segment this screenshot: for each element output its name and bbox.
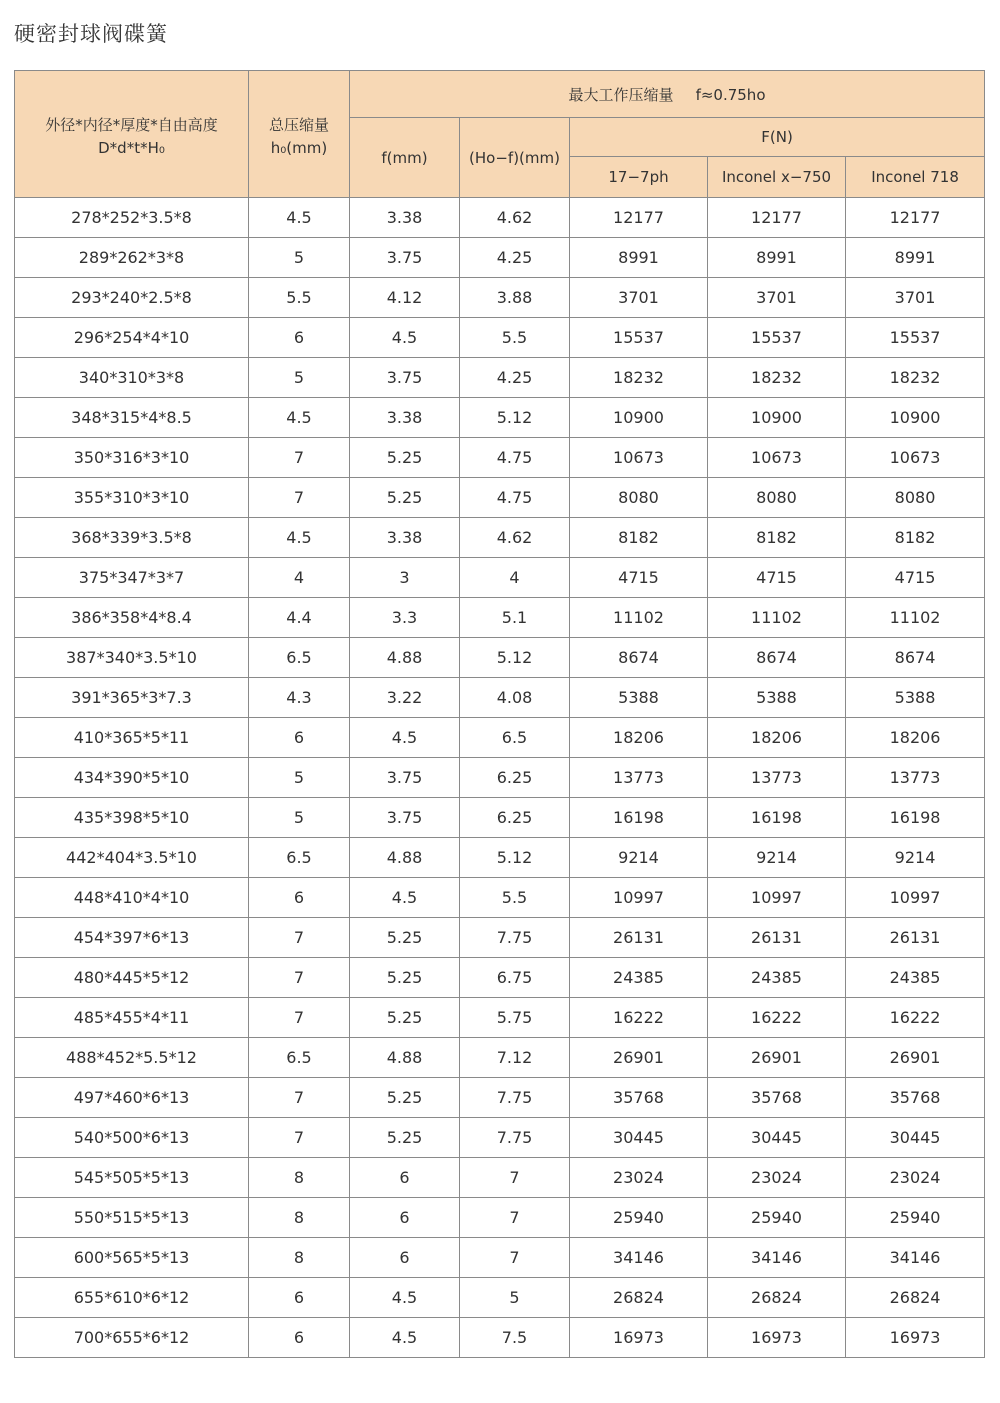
- cell-force-inconel-x750: 26824: [708, 1278, 846, 1318]
- header-max-work-formula: f≈0.75ho: [695, 85, 766, 104]
- table-row: [15, 838, 985, 878]
- cell-force-17-7ph: 30445: [570, 1118, 708, 1158]
- cell-ho-minus-f: 4.25: [460, 238, 570, 278]
- cell-dimensions: 448*410*4*10: [15, 878, 249, 918]
- header-max-work-label: 最大工作压缩量: [568, 85, 674, 104]
- cell-ho-minus-f: 4.62: [460, 198, 570, 238]
- cell-ho-minus-f: 5.1: [460, 598, 570, 638]
- cell-dimensions: 454*397*6*13: [15, 918, 249, 958]
- cell-f-mm: 3.75: [350, 358, 460, 398]
- cell-total-compression: 6.5: [249, 838, 350, 878]
- cell-dimensions: 355*310*3*10: [15, 478, 249, 518]
- header-dimensions: [15, 71, 249, 198]
- table-row: [15, 1118, 985, 1158]
- table-row: [15, 1038, 985, 1078]
- table-row: [15, 518, 985, 558]
- cell-total-compression: 4.5: [249, 518, 350, 558]
- cell-force-17-7ph: 8182: [570, 518, 708, 558]
- cell-total-compression: 5: [249, 238, 350, 278]
- cell-ho-minus-f: 5.5: [460, 878, 570, 918]
- table-row: [15, 678, 985, 718]
- cell-dimensions: 296*254*4*10: [15, 318, 249, 358]
- cell-f-mm: 6: [350, 1238, 460, 1278]
- cell-force-inconel-718: 4715: [846, 558, 985, 598]
- cell-total-compression: 6.5: [249, 1038, 350, 1078]
- cell-total-compression: 6: [249, 718, 350, 758]
- header-ho-minus-f: (Ho−f)(mm): [460, 118, 570, 198]
- cell-ho-minus-f: 5.75: [460, 998, 570, 1038]
- spring-spec-table: [14, 70, 985, 1358]
- cell-force-inconel-x750: 8080: [708, 478, 846, 518]
- cell-dimensions: 368*339*3.5*8: [15, 518, 249, 558]
- cell-total-compression: 7: [249, 478, 350, 518]
- cell-total-compression: 4.4: [249, 598, 350, 638]
- cell-total-compression: 8: [249, 1158, 350, 1198]
- cell-force-inconel-x750: 26901: [708, 1038, 846, 1078]
- cell-f-mm: 5.25: [350, 918, 460, 958]
- cell-ho-minus-f: 5.5: [460, 318, 570, 358]
- cell-force-17-7ph: 10997: [570, 878, 708, 918]
- cell-force-inconel-x750: 16222: [708, 998, 846, 1038]
- cell-ho-minus-f: 4.08: [460, 678, 570, 718]
- cell-total-compression: 6.5: [249, 638, 350, 678]
- cell-dimensions: 497*460*6*13: [15, 1078, 249, 1118]
- cell-dimensions: 350*316*3*10: [15, 438, 249, 478]
- cell-force-inconel-718: 16198: [846, 798, 985, 838]
- cell-total-compression: 5: [249, 358, 350, 398]
- cell-dimensions: 435*398*5*10: [15, 798, 249, 838]
- header-total-compression: [249, 71, 350, 198]
- header-material-17-7ph: 17−7ph: [570, 157, 708, 198]
- cell-ho-minus-f: 4.75: [460, 478, 570, 518]
- cell-ho-minus-f: 7.12: [460, 1038, 570, 1078]
- cell-ho-minus-f: 6.25: [460, 758, 570, 798]
- cell-dimensions: 410*365*5*11: [15, 718, 249, 758]
- table-row: [15, 278, 985, 318]
- cell-force-inconel-718: 16222: [846, 998, 985, 1038]
- header-dimensions-line1: 外径*内径*厚度*自由高度: [45, 115, 218, 134]
- cell-f-mm: 5.25: [350, 998, 460, 1038]
- cell-f-mm: 4.88: [350, 638, 460, 678]
- cell-force-inconel-718: 26131: [846, 918, 985, 958]
- cell-force-inconel-718: 9214: [846, 838, 985, 878]
- cell-dimensions: 375*347*3*7: [15, 558, 249, 598]
- cell-total-compression: 6: [249, 1278, 350, 1318]
- cell-force-17-7ph: 24385: [570, 958, 708, 998]
- cell-force-inconel-x750: 13773: [708, 758, 846, 798]
- cell-total-compression: 5: [249, 798, 350, 838]
- cell-force-inconel-x750: 16973: [708, 1318, 846, 1358]
- cell-force-inconel-718: 10997: [846, 878, 985, 918]
- cell-total-compression: 4.3: [249, 678, 350, 718]
- cell-dimensions: 278*252*3.5*8: [15, 198, 249, 238]
- cell-force-inconel-x750: 25940: [708, 1198, 846, 1238]
- cell-force-17-7ph: 8991: [570, 238, 708, 278]
- cell-force-inconel-718: 13773: [846, 758, 985, 798]
- cell-force-inconel-718: 8674: [846, 638, 985, 678]
- cell-total-compression: 5.5: [249, 278, 350, 318]
- cell-force-17-7ph: 26901: [570, 1038, 708, 1078]
- cell-ho-minus-f: 5: [460, 1278, 570, 1318]
- cell-force-inconel-718: 3701: [846, 278, 985, 318]
- cell-force-inconel-x750: 24385: [708, 958, 846, 998]
- table-row: [15, 1238, 985, 1278]
- cell-ho-minus-f: 4.75: [460, 438, 570, 478]
- cell-force-inconel-718: 23024: [846, 1158, 985, 1198]
- cell-force-17-7ph: 16973: [570, 1318, 708, 1358]
- cell-force-inconel-718: 8182: [846, 518, 985, 558]
- cell-force-inconel-x750: 12177: [708, 198, 846, 238]
- header-dimensions-line2: D*d*t*H₀: [98, 138, 165, 157]
- cell-ho-minus-f: 3.88: [460, 278, 570, 318]
- cell-total-compression: 7: [249, 998, 350, 1038]
- table-row: [15, 878, 985, 918]
- cell-force-inconel-x750: 34146: [708, 1238, 846, 1278]
- cell-ho-minus-f: 4.25: [460, 358, 570, 398]
- cell-dimensions: 485*455*4*11: [15, 998, 249, 1038]
- cell-force-inconel-718: 8991: [846, 238, 985, 278]
- cell-f-mm: 3.22: [350, 678, 460, 718]
- cell-total-compression: 4.5: [249, 198, 350, 238]
- cell-dimensions: 442*404*3.5*10: [15, 838, 249, 878]
- cell-force-inconel-718: 8080: [846, 478, 985, 518]
- cell-force-17-7ph: 5388: [570, 678, 708, 718]
- cell-f-mm: 4.88: [350, 838, 460, 878]
- cell-force-inconel-718: 34146: [846, 1238, 985, 1278]
- cell-force-17-7ph: 11102: [570, 598, 708, 638]
- cell-dimensions: 488*452*5.5*12: [15, 1038, 249, 1078]
- table-row: [15, 598, 985, 638]
- cell-force-inconel-x750: 10900: [708, 398, 846, 438]
- cell-force-inconel-718: 18206: [846, 718, 985, 758]
- cell-ho-minus-f: 7.75: [460, 1118, 570, 1158]
- cell-dimensions: 348*315*4*8.5: [15, 398, 249, 438]
- cell-force-17-7ph: 8674: [570, 638, 708, 678]
- cell-f-mm: 3.38: [350, 198, 460, 238]
- cell-force-inconel-718: 15537: [846, 318, 985, 358]
- cell-force-17-7ph: 35768: [570, 1078, 708, 1118]
- cell-force-inconel-718: 25940: [846, 1198, 985, 1238]
- cell-ho-minus-f: 7.5: [460, 1318, 570, 1358]
- cell-force-17-7ph: 4715: [570, 558, 708, 598]
- cell-dimensions: 386*358*4*8.4: [15, 598, 249, 638]
- cell-f-mm: 5.25: [350, 478, 460, 518]
- cell-total-compression: 4.5: [249, 398, 350, 438]
- table-row: [15, 798, 985, 838]
- cell-force-17-7ph: 26131: [570, 918, 708, 958]
- cell-f-mm: 5.25: [350, 1078, 460, 1118]
- cell-force-inconel-x750: 8674: [708, 638, 846, 678]
- cell-f-mm: 3.3: [350, 598, 460, 638]
- cell-total-compression: 5: [249, 758, 350, 798]
- table-row: [15, 638, 985, 678]
- table-row: [15, 358, 985, 398]
- cell-f-mm: 4.5: [350, 318, 460, 358]
- cell-f-mm: 6: [350, 1198, 460, 1238]
- cell-f-mm: 3.38: [350, 518, 460, 558]
- table-row: [15, 558, 985, 598]
- cell-force-inconel-x750: 16198: [708, 798, 846, 838]
- cell-force-inconel-718: 24385: [846, 958, 985, 998]
- cell-ho-minus-f: 7: [460, 1238, 570, 1278]
- cell-force-inconel-x750: 10997: [708, 878, 846, 918]
- cell-force-inconel-x750: 35768: [708, 1078, 846, 1118]
- cell-force-inconel-x750: 4715: [708, 558, 846, 598]
- cell-ho-minus-f: 6.5: [460, 718, 570, 758]
- cell-force-inconel-x750: 8991: [708, 238, 846, 278]
- cell-force-inconel-x750: 9214: [708, 838, 846, 878]
- cell-dimensions: 700*655*6*12: [15, 1318, 249, 1358]
- cell-ho-minus-f: 7.75: [460, 1078, 570, 1118]
- cell-force-inconel-718: 11102: [846, 598, 985, 638]
- table-row: [15, 918, 985, 958]
- cell-total-compression: 6: [249, 1318, 350, 1358]
- cell-f-mm: 3.38: [350, 398, 460, 438]
- table-row: [15, 998, 985, 1038]
- header-total-line1: 总压缩量: [268, 115, 329, 134]
- cell-ho-minus-f: 5.12: [460, 838, 570, 878]
- cell-f-mm: 3.75: [350, 798, 460, 838]
- cell-f-mm: 6: [350, 1158, 460, 1198]
- cell-force-inconel-x750: 18206: [708, 718, 846, 758]
- cell-force-inconel-718: 30445: [846, 1118, 985, 1158]
- cell-force-17-7ph: 10900: [570, 398, 708, 438]
- cell-force-17-7ph: 34146: [570, 1238, 708, 1278]
- cell-total-compression: 8: [249, 1238, 350, 1278]
- cell-force-17-7ph: 16222: [570, 998, 708, 1038]
- cell-f-mm: 3.75: [350, 238, 460, 278]
- cell-force-17-7ph: 8080: [570, 478, 708, 518]
- table-row: [15, 478, 985, 518]
- cell-f-mm: 4.5: [350, 1318, 460, 1358]
- cell-force-17-7ph: 3701: [570, 278, 708, 318]
- cell-f-mm: 4.88: [350, 1038, 460, 1078]
- cell-force-inconel-x750: 8182: [708, 518, 846, 558]
- cell-ho-minus-f: 5.12: [460, 638, 570, 678]
- cell-force-inconel-x750: 11102: [708, 598, 846, 638]
- cell-dimensions: 340*310*3*8: [15, 358, 249, 398]
- table-row: [15, 1318, 985, 1358]
- cell-f-mm: 4.5: [350, 878, 460, 918]
- table-row: [15, 958, 985, 998]
- cell-total-compression: 6: [249, 318, 350, 358]
- cell-force-17-7ph: 18232: [570, 358, 708, 398]
- cell-force-17-7ph: 12177: [570, 198, 708, 238]
- cell-ho-minus-f: 7: [460, 1198, 570, 1238]
- cell-force-inconel-718: 35768: [846, 1078, 985, 1118]
- cell-dimensions: 391*365*3*7.3: [15, 678, 249, 718]
- cell-f-mm: 4.5: [350, 718, 460, 758]
- cell-dimensions: 480*445*5*12: [15, 958, 249, 998]
- cell-force-inconel-x750: 18232: [708, 358, 846, 398]
- cell-ho-minus-f: 7.75: [460, 918, 570, 958]
- header-material-inconel-x750: Inconel x−750: [708, 157, 846, 198]
- header-total-line2: h₀(mm): [270, 138, 328, 157]
- cell-force-inconel-718: 16973: [846, 1318, 985, 1358]
- table-row: [15, 1278, 985, 1318]
- cell-force-inconel-718: 26901: [846, 1038, 985, 1078]
- table-row: [15, 1078, 985, 1118]
- cell-force-17-7ph: 16198: [570, 798, 708, 838]
- cell-force-inconel-x750: 30445: [708, 1118, 846, 1158]
- cell-force-inconel-x750: 26131: [708, 918, 846, 958]
- header-force: F(N): [570, 118, 985, 157]
- cell-force-inconel-x750: 5388: [708, 678, 846, 718]
- table-row: [15, 1158, 985, 1198]
- cell-f-mm: 3.75: [350, 758, 460, 798]
- cell-f-mm: 5.25: [350, 438, 460, 478]
- table-row: [15, 718, 985, 758]
- cell-total-compression: 7: [249, 438, 350, 478]
- cell-force-17-7ph: 26824: [570, 1278, 708, 1318]
- cell-dimensions: 387*340*3.5*10: [15, 638, 249, 678]
- cell-force-inconel-718: 26824: [846, 1278, 985, 1318]
- cell-dimensions: 289*262*3*8: [15, 238, 249, 278]
- cell-total-compression: 7: [249, 958, 350, 998]
- cell-force-inconel-718: 12177: [846, 198, 985, 238]
- cell-ho-minus-f: 4.62: [460, 518, 570, 558]
- table-row: [15, 318, 985, 358]
- header-f-mm: f(mm): [350, 118, 460, 198]
- cell-dimensions: 655*610*6*12: [15, 1278, 249, 1318]
- cell-force-17-7ph: 13773: [570, 758, 708, 798]
- cell-force-inconel-718: 10673: [846, 438, 985, 478]
- cell-force-17-7ph: 23024: [570, 1158, 708, 1198]
- cell-ho-minus-f: 5.12: [460, 398, 570, 438]
- cell-ho-minus-f: 4: [460, 558, 570, 598]
- cell-dimensions: 600*565*5*13: [15, 1238, 249, 1278]
- cell-f-mm: 4.12: [350, 278, 460, 318]
- cell-dimensions: 550*515*5*13: [15, 1198, 249, 1238]
- table-row: [15, 398, 985, 438]
- cell-force-inconel-x750: 10673: [708, 438, 846, 478]
- page-title: 硬密封球阀碟簧: [14, 22, 168, 46]
- cell-total-compression: 4: [249, 558, 350, 598]
- table-row: [15, 238, 985, 278]
- cell-ho-minus-f: 7: [460, 1158, 570, 1198]
- cell-force-inconel-718: 18232: [846, 358, 985, 398]
- table-row: [15, 758, 985, 798]
- cell-force-17-7ph: 25940: [570, 1198, 708, 1238]
- cell-force-17-7ph: 18206: [570, 718, 708, 758]
- header-material-inconel-718: Inconel 718: [846, 157, 985, 198]
- cell-force-17-7ph: 15537: [570, 318, 708, 358]
- cell-total-compression: 7: [249, 1078, 350, 1118]
- cell-total-compression: 6: [249, 878, 350, 918]
- cell-f-mm: 3: [350, 558, 460, 598]
- cell-force-17-7ph: 10673: [570, 438, 708, 478]
- cell-dimensions: 434*390*5*10: [15, 758, 249, 798]
- cell-force-17-7ph: 9214: [570, 838, 708, 878]
- cell-ho-minus-f: 6.75: [460, 958, 570, 998]
- cell-total-compression: 7: [249, 918, 350, 958]
- table-row: [15, 198, 985, 238]
- cell-dimensions: 545*505*5*13: [15, 1158, 249, 1198]
- cell-f-mm: 5.25: [350, 1118, 460, 1158]
- cell-ho-minus-f: 6.25: [460, 798, 570, 838]
- cell-force-inconel-x750: 15537: [708, 318, 846, 358]
- header-max-working-compression: [350, 71, 985, 118]
- table-body: [15, 198, 985, 1358]
- cell-total-compression: 7: [249, 1118, 350, 1158]
- cell-force-inconel-x750: 3701: [708, 278, 846, 318]
- table-row: [15, 1198, 985, 1238]
- table-row: [15, 438, 985, 478]
- cell-force-inconel-x750: 23024: [708, 1158, 846, 1198]
- cell-force-inconel-718: 5388: [846, 678, 985, 718]
- cell-dimensions: 540*500*6*13: [15, 1118, 249, 1158]
- cell-force-inconel-718: 10900: [846, 398, 985, 438]
- cell-f-mm: 4.5: [350, 1278, 460, 1318]
- cell-total-compression: 8: [249, 1198, 350, 1238]
- cell-f-mm: 5.25: [350, 958, 460, 998]
- cell-dimensions: 293*240*2.5*8: [15, 278, 249, 318]
